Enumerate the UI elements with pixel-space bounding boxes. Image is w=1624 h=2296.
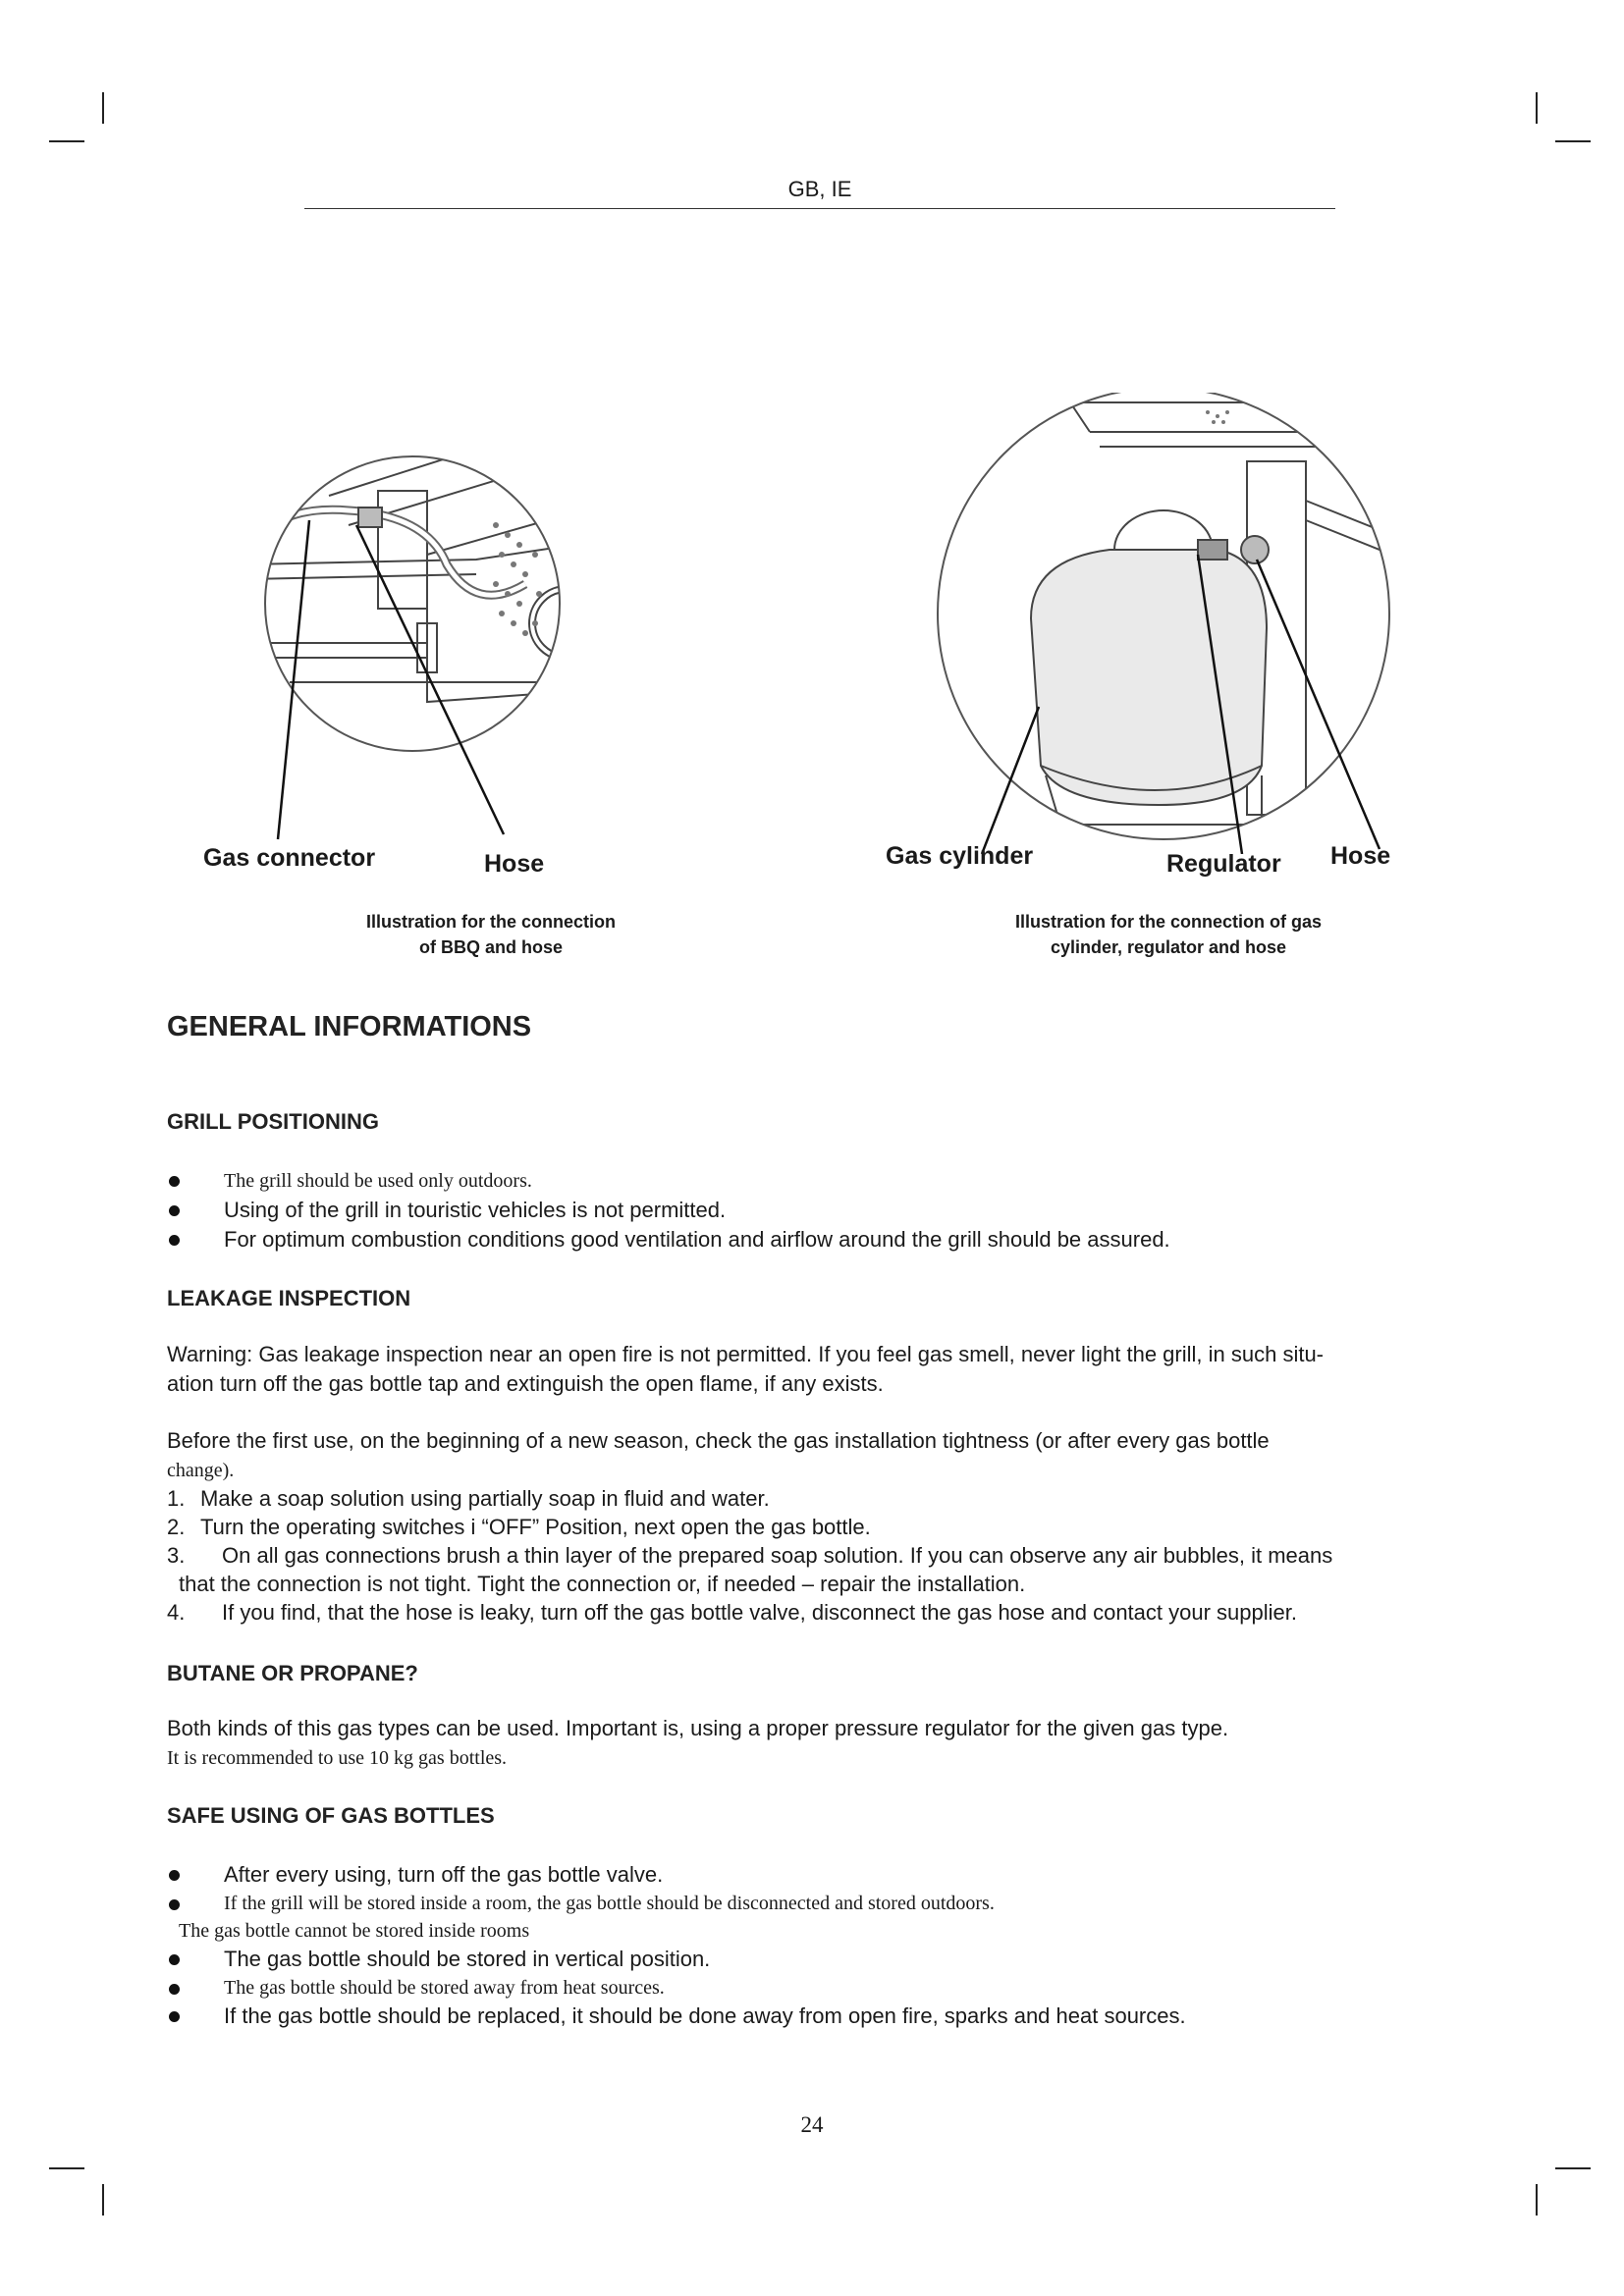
bbq-hose-illustration: [250, 388, 574, 849]
step-number: 1.: [167, 1486, 186, 1511]
list-item: For optimum combustion conditions good ventilation and airflow around the grill should be assured.: [167, 1225, 1170, 1255]
list-item: Using of the grill in touristic vehicles is not permitted.: [167, 1196, 1170, 1225]
right-figure-caption: [952, 909, 1384, 960]
page-number: 24: [800, 2112, 824, 2137]
cylinder-regulator-illustration: [923, 393, 1404, 854]
text-line: ation turn off the gas bottle tap and extinguish the open flame, if any exists.: [167, 1371, 884, 1396]
step-number: 2.: [167, 1515, 186, 1539]
page-header-region: GB, IE: [787, 177, 852, 201]
step-number: 3.: [167, 1543, 186, 1568]
leakage-warning: [167, 1340, 1473, 1399]
safe-bottles-list: [167, 1860, 1186, 2031]
butane-text: [167, 1714, 1473, 1773]
header-rule: [304, 208, 1335, 209]
crop-mark: [1536, 2184, 1538, 2216]
crop-mark: [1555, 2167, 1591, 2169]
step-item: [167, 1513, 1483, 1541]
gas-connector-label: Gas connector: [203, 844, 376, 872]
text-line: change).: [167, 1460, 235, 1481]
step-text: Make a soap solution using partially soap in fluid and water.: [200, 1486, 770, 1511]
list-item: The grill should be used only outdoors.: [167, 1166, 1170, 1196]
step-number: 4.: [167, 1600, 186, 1625]
leakage-before-first-use: [167, 1426, 1473, 1485]
list-item: The gas bottle cannot be stored inside rooms: [179, 1920, 530, 1942]
grill-positioning-list: [167, 1166, 1170, 1255]
list-item: The gas bottle should be stored in vertical position.: [167, 1945, 1186, 1974]
text-line: Both kinds of this gas types can be used. Important is, using a proper pressure regulator for the given gas type.: [167, 1716, 1229, 1740]
crop-mark: [102, 2184, 104, 2216]
text-line: Before the first use, on the beginning of a new season, check the gas installation tightness (or after every gas bottle: [167, 1428, 1270, 1453]
step-item: [167, 1541, 1483, 1570]
text-line: Warning: Gas leakage inspection near an open fire is not permitted. If you feel gas smell, never light the grill, in such situ-: [167, 1342, 1325, 1366]
hose-label-left: Hose: [484, 850, 545, 878]
leakage-steps: [167, 1484, 1483, 1627]
gas-cylinder-label: Gas cylinder: [886, 842, 1034, 870]
step-text: Turn the operating switches i “OFF” Position, next open the gas bottle.: [200, 1515, 871, 1539]
crop-mark: [1555, 140, 1591, 142]
caption-line: Illustration for the connection: [365, 912, 616, 932]
caption-line: cylinder, regulator and hose: [1050, 937, 1287, 957]
leakage-inspection-heading: LEAKAGE INSPECTION: [167, 1286, 411, 1310]
crop-mark: [102, 92, 104, 124]
caption-line: of BBQ and hose: [418, 937, 563, 957]
general-informations-title: GENERAL INFORMATIONS: [167, 1011, 532, 1042]
list-item: If the gas bottle should be replaced, it should be done away from open fire, sparks and heat sources.: [167, 2002, 1186, 2031]
list-item: After every using, turn off the gas bottle valve.: [167, 1860, 1186, 1890]
step-text: that the connection is not tight. Tight the connection or, if needed – repair the installation.: [179, 1572, 1026, 1596]
hose-label-right: Hose: [1330, 842, 1391, 870]
list-item: The gas bottle should be stored away from heat sources.: [167, 1974, 1186, 2002]
left-figure-caption: [295, 909, 687, 960]
list-item: If the grill will be stored inside a room, the gas bottle should be disconnected and stored outdoors.: [167, 1890, 1186, 1917]
step-text: If you find, that the hose is leaky, turn off the gas bottle valve, disconnect the gas hose and contact your supplier.: [222, 1600, 1297, 1625]
crop-mark: [1536, 92, 1538, 124]
step-item: [167, 1570, 1483, 1598]
caption-line: Illustration for the connection of gas: [1014, 912, 1322, 932]
step-item: [167, 1484, 1483, 1513]
regulator-label: Regulator: [1166, 850, 1281, 878]
safe-bottles-heading: SAFE USING OF GAS BOTTLES: [167, 1803, 495, 1828]
step-text: On all gas connections brush a thin layer of the prepared soap solution. If you can observe any air bubbles, it means: [222, 1543, 1333, 1568]
crop-mark: [49, 2167, 84, 2169]
crop-mark: [49, 140, 84, 142]
step-item: [167, 1598, 1483, 1627]
butane-propane-heading: BUTANE OR PROPANE?: [167, 1661, 418, 1685]
text-line: It is recommended to use 10 kg gas bottles.: [167, 1747, 508, 1769]
grill-positioning-heading: GRILL POSITIONING: [167, 1109, 379, 1134]
